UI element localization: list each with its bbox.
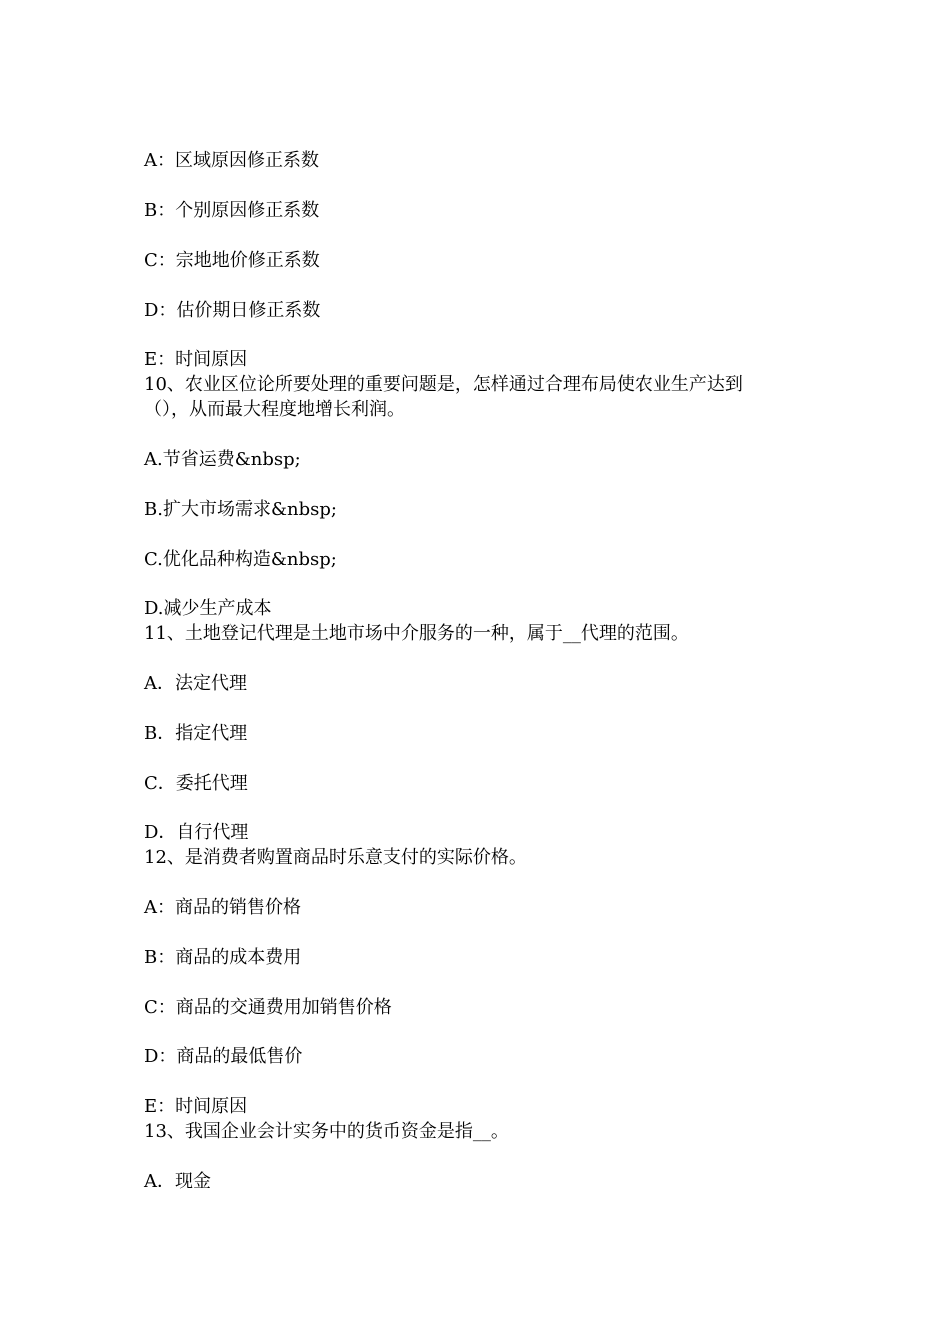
option-c-text: C.优化品种构造&nbsp; <box>144 549 337 570</box>
question-12-text: 12、是消费者购置商品时乐意支付的实际价格。 <box>144 847 527 868</box>
option-b-text: B：商品的成本费用 <box>144 947 302 968</box>
question-11-text: 11、土地登记代理是土地市场中介服务的一种，属于__代理的范围。 <box>144 623 689 644</box>
option-a-text: A：区域原因修正系数 <box>144 150 319 171</box>
option-a-text: A．法定代理 <box>144 673 247 694</box>
question-10-line-2: （），从而最大程度地增长利润。 <box>144 399 405 420</box>
option-a-text: A.节省运费&nbsp; <box>144 449 301 470</box>
option-e-text: E：时间原因 <box>144 1096 248 1117</box>
option-e-text: E：时间原因 <box>144 349 248 370</box>
option-c-text: C．委托代理 <box>144 773 248 794</box>
option-d-text: D：商品的最低售价 <box>144 1046 303 1067</box>
option-b-text: B．指定代理 <box>144 723 248 744</box>
option-b-text: B.扩大市场需求&nbsp; <box>144 499 337 520</box>
option-d-text: D.减少生产成本 <box>144 598 272 619</box>
option-a-text: A．现金 <box>144 1171 211 1192</box>
option-c-text: C：宗地地价修正系数 <box>144 250 320 271</box>
question-13-text: 13、我国企业会计实务中的货币资金是指__。 <box>144 1121 509 1142</box>
option-a-text: A：商品的销售价格 <box>144 897 301 918</box>
option-d-text: D：估价期日修正系数 <box>144 300 321 321</box>
option-b-text: B：个别原因修正系数 <box>144 200 320 221</box>
question-10-line-1: 10、农业区位论所要处理的重要问题是，怎样通过合理布局使农业生产达到 <box>144 374 743 395</box>
option-d-text: D．自行代理 <box>144 822 249 843</box>
option-c-text: C：商品的交通费用加销售价格 <box>144 997 392 1018</box>
